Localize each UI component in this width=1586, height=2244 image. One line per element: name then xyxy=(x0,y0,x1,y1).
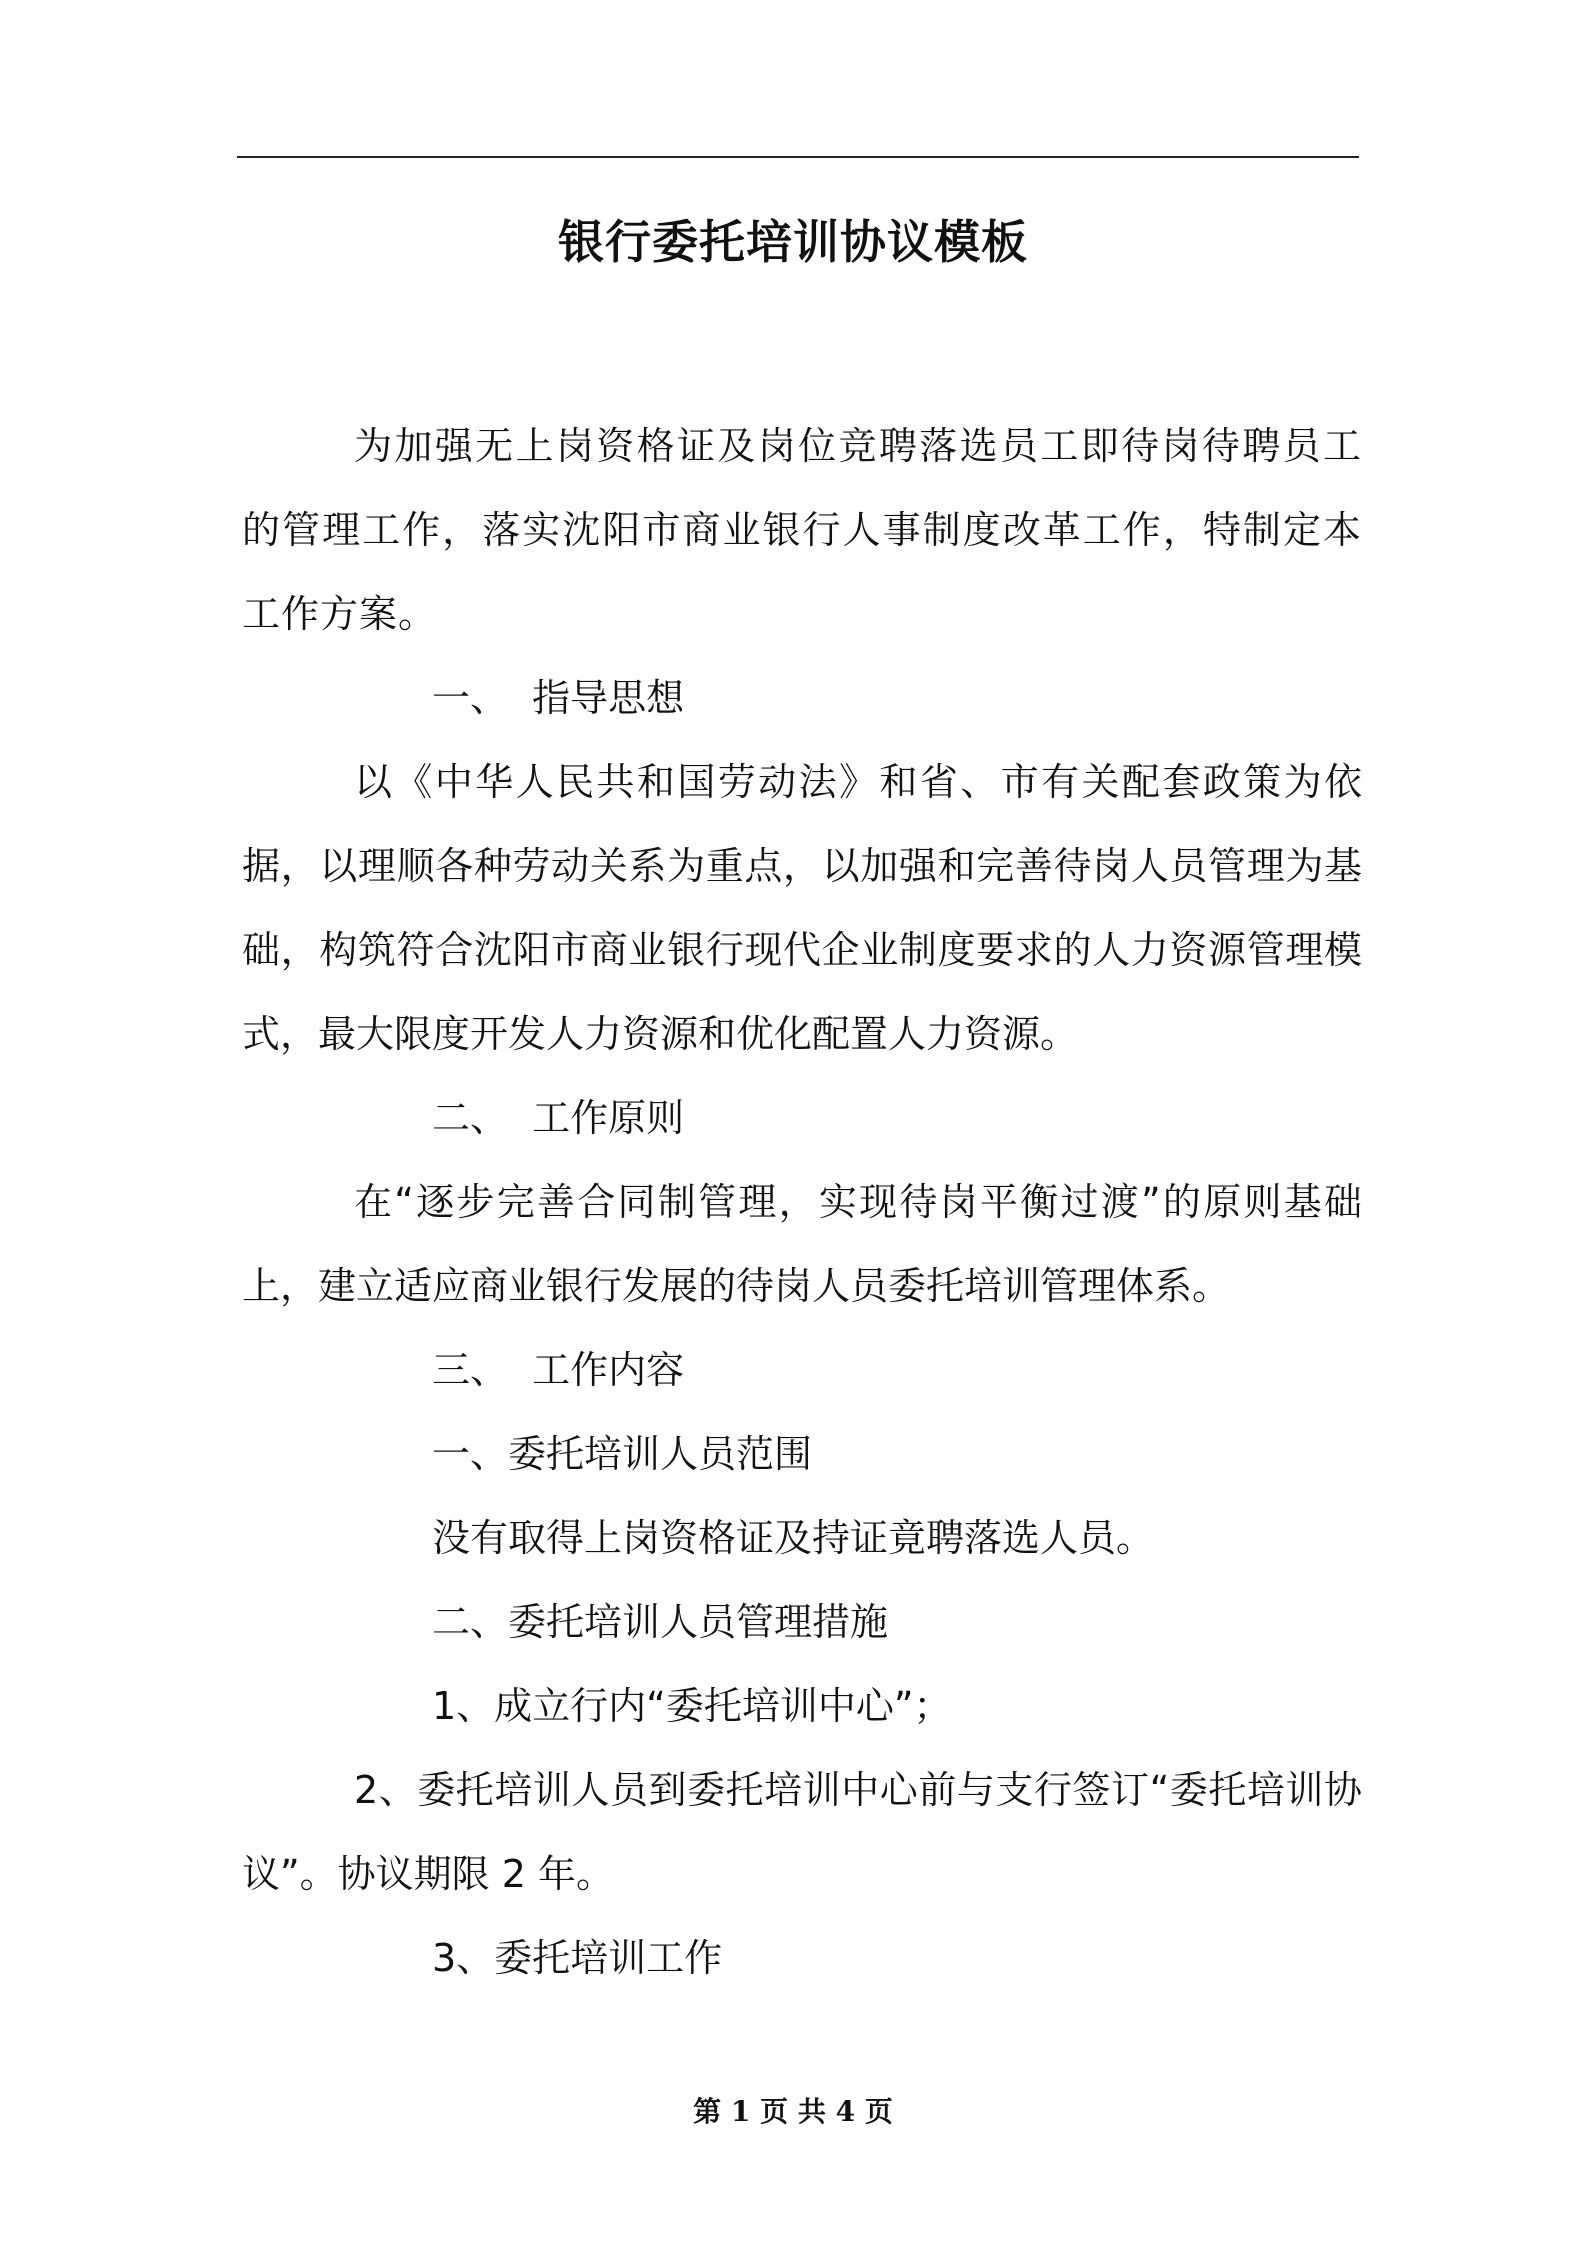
trainee-scope-text: 没有取得上岗资格证及持证竟聘落选人员。 xyxy=(432,1516,1155,1560)
section-heading-work-principle: 二、 工作原则 xyxy=(432,1096,685,1140)
subsection-heading-trainee-scope: 一、委托培训人员范围 xyxy=(432,1432,813,1476)
page-number-footer: 第 1 页 共 4 页 xyxy=(693,2095,893,2128)
guiding-thought-paragraph: 以《中华人民共和国劳动法》和省、市有关配套政策为依据，以理顺各种劳动关系为重点，以加强和完善待岗人员管理为基础，构筑符合沈阳市商业银行现代企业制度要求的人力资源管理模式，最大限度开发人力资源和优化配置人力资源。 xyxy=(242,760,1362,1056)
measure-item-1: 1、成立行内“委托培训中心”； xyxy=(432,1684,952,1728)
section-heading-work-content: 三、 工作内容 xyxy=(432,1348,685,1392)
header-rule xyxy=(237,156,1359,158)
intro-paragraph: 为加强无上岗资格证及岗位竞聘落选员工即待岗待聘员工的管理工作，落实沈阳市商业银行人事制度改革工作，特制定本工作方案。 xyxy=(242,424,1362,636)
section-heading-guiding-thought: 一、 指导思想 xyxy=(432,676,685,720)
work-principle-paragraph: 在“逐步完善合同制管理，实现待岗平衡过渡”的原则基础上，建立适应商业银行发展的待岗人员委托培训管理体系。 xyxy=(242,1180,1362,1308)
document-title: 银行委托培训协议模板 xyxy=(558,215,1028,269)
measure-item-3: 3、委托培训工作 xyxy=(432,1936,723,1980)
measure-item-2: 2、委托培训人员到委托培训中心前与支行签订“委托培训协议”。协议期限 2 年。 xyxy=(242,1768,1362,1896)
document-body xyxy=(242,404,1362,2000)
subsection-heading-management-measures: 二、委托培训人员管理措施 xyxy=(432,1600,889,1644)
